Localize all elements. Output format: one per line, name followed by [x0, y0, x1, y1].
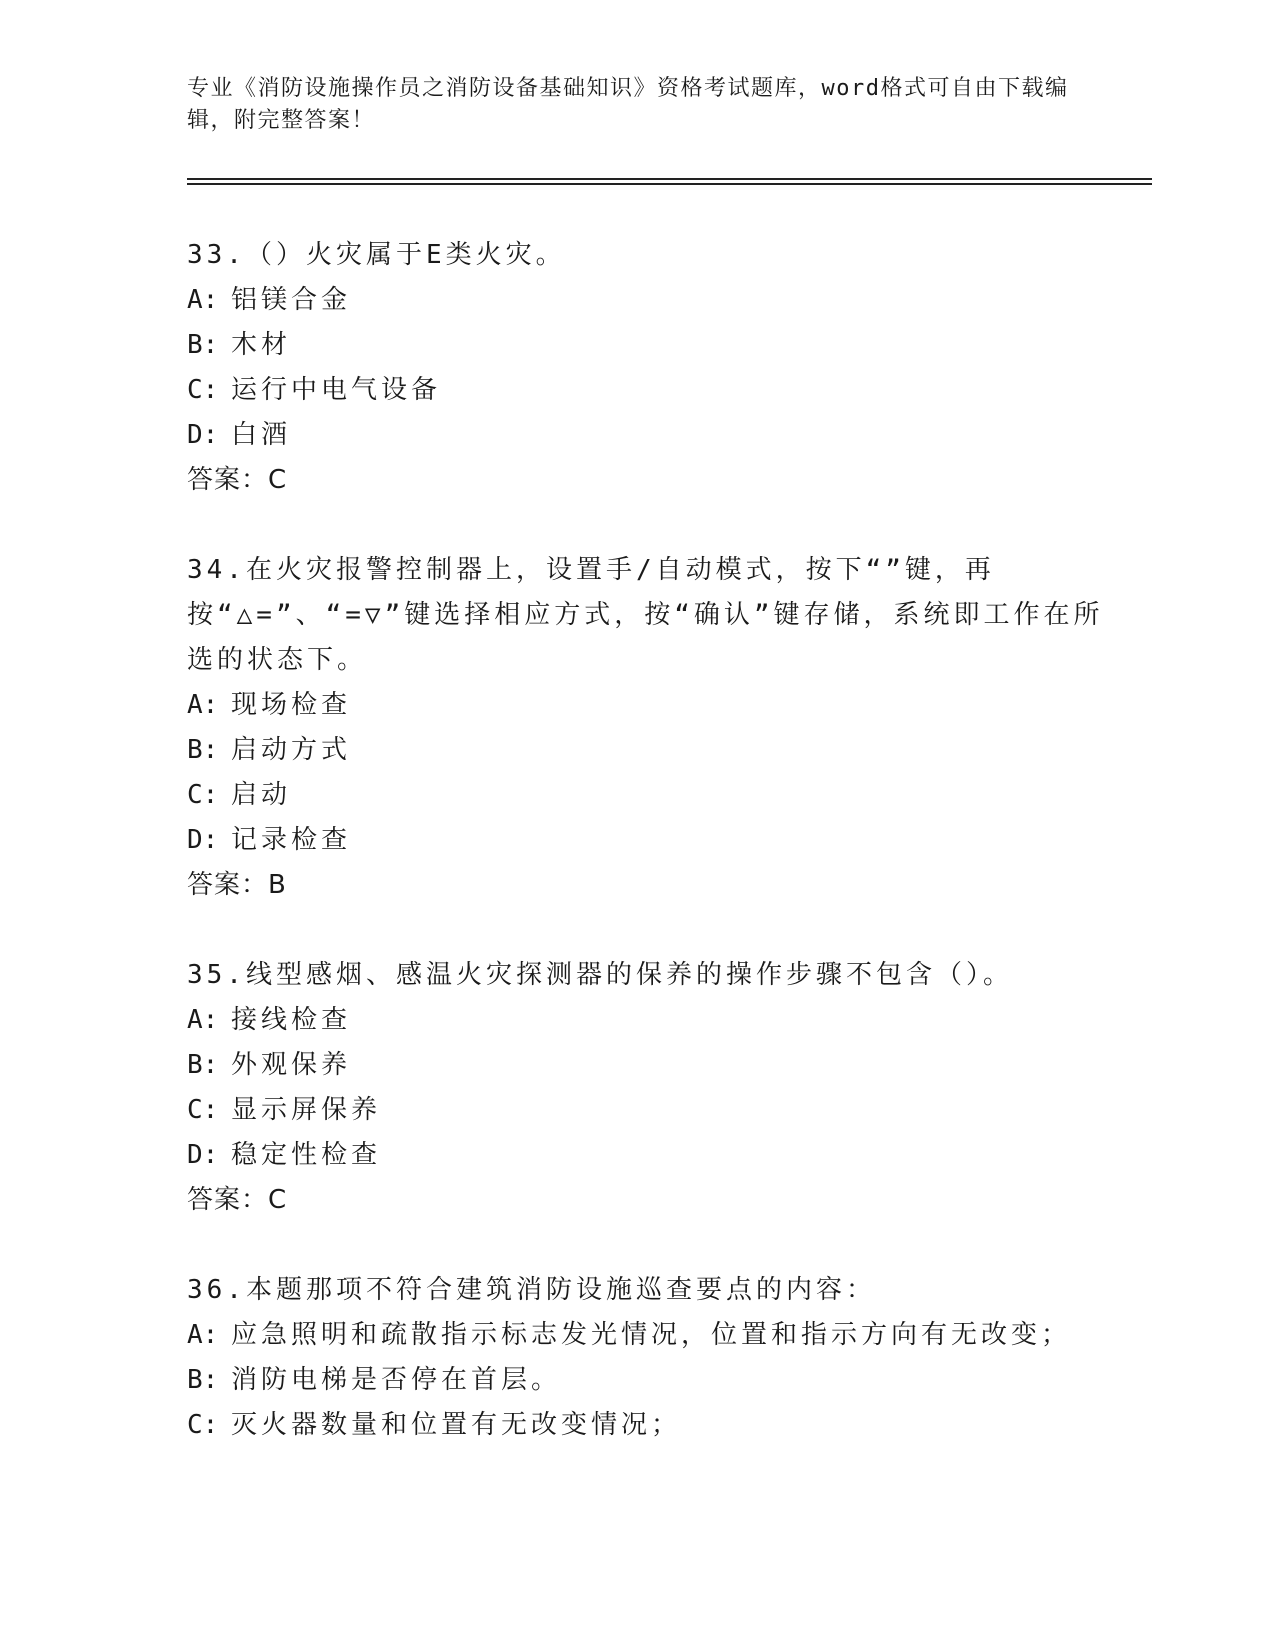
option-a	[187, 1313, 1117, 1358]
answer-line: 答案：C	[187, 465, 288, 495]
option-text: 记录检查	[231, 825, 352, 855]
option-key: C:	[187, 375, 219, 405]
option-key: A:	[187, 285, 219, 315]
option-d	[187, 413, 1117, 458]
option-key: D:	[187, 825, 219, 855]
document-intro: 专业《消防设施操作员之消防设备基础知识》资格考试题库，word格式可自由下载编辑，附完整答案！	[187, 76, 1069, 133]
option-a	[187, 998, 1117, 1043]
answer-line: 答案：C	[187, 1185, 288, 1215]
option-key: C:	[187, 780, 219, 810]
question-stem: 33.（）火灾属于E类火灾。	[187, 240, 566, 270]
option-c	[187, 1403, 1117, 1448]
option-key: A:	[187, 1320, 219, 1350]
option-text: 接线检查	[231, 1005, 352, 1035]
option-text: 显示屏保养	[231, 1095, 382, 1125]
option-c	[187, 368, 1117, 413]
option-text: 灭火器数量和位置有无改变情况；	[231, 1410, 682, 1440]
option-b	[187, 728, 1117, 773]
header-divider-bottom	[187, 183, 1152, 185]
option-b	[187, 1043, 1117, 1088]
question-stem: 36.本题那项不符合建筑消防设施巡查要点的内容：	[187, 1275, 876, 1305]
option-key: B:	[187, 735, 219, 765]
option-d	[187, 1133, 1117, 1178]
option-key: D:	[187, 1140, 219, 1170]
option-b	[187, 1358, 1117, 1403]
option-c	[187, 773, 1117, 818]
option-b	[187, 323, 1117, 368]
option-key: B:	[187, 1050, 219, 1080]
option-text: 运行中电气设备	[231, 375, 442, 405]
question-stem: 35.线型感烟、感温火灾探测器的保养的操作步骤不包含（）。	[187, 960, 1013, 990]
option-text: 铝镁合金	[231, 285, 352, 315]
question-35	[187, 953, 1117, 1223]
option-text: 白酒	[231, 420, 292, 450]
option-key: B:	[187, 330, 219, 360]
option-text: 启动	[231, 780, 292, 810]
option-text: 启动方式	[231, 735, 352, 765]
option-key: B:	[187, 1365, 219, 1395]
option-text: 应急照明和疏散指示标志发光情况，位置和指示方向有无改变；	[231, 1320, 1072, 1350]
option-key: C:	[187, 1410, 219, 1440]
question-stem: 34.在火灾报警控制器上，设置手/自动模式，按下“”键，再按“△=”、“=▽”键选择相应方式，按“确认”键存储，系统即工作在所选的状态下。	[187, 555, 1104, 675]
option-text: 稳定性检查	[231, 1140, 382, 1170]
header-divider-top	[187, 178, 1152, 180]
question-33	[187, 233, 1117, 503]
option-c	[187, 1088, 1117, 1133]
option-text: 木材	[231, 330, 292, 360]
question-36	[187, 1268, 1117, 1448]
option-key: A:	[187, 690, 219, 720]
option-text: 外观保养	[231, 1050, 352, 1080]
option-a	[187, 683, 1117, 728]
option-text: 现场检查	[231, 690, 352, 720]
option-key: A:	[187, 1005, 219, 1035]
question-list	[187, 233, 1117, 1493]
option-key: D:	[187, 420, 219, 450]
question-34	[187, 548, 1117, 908]
option-key: C:	[187, 1095, 219, 1125]
answer-line: 答案：B	[187, 870, 287, 900]
option-a	[187, 278, 1117, 323]
option-d	[187, 818, 1117, 863]
option-text: 消防电梯是否停在首层。	[231, 1365, 562, 1395]
